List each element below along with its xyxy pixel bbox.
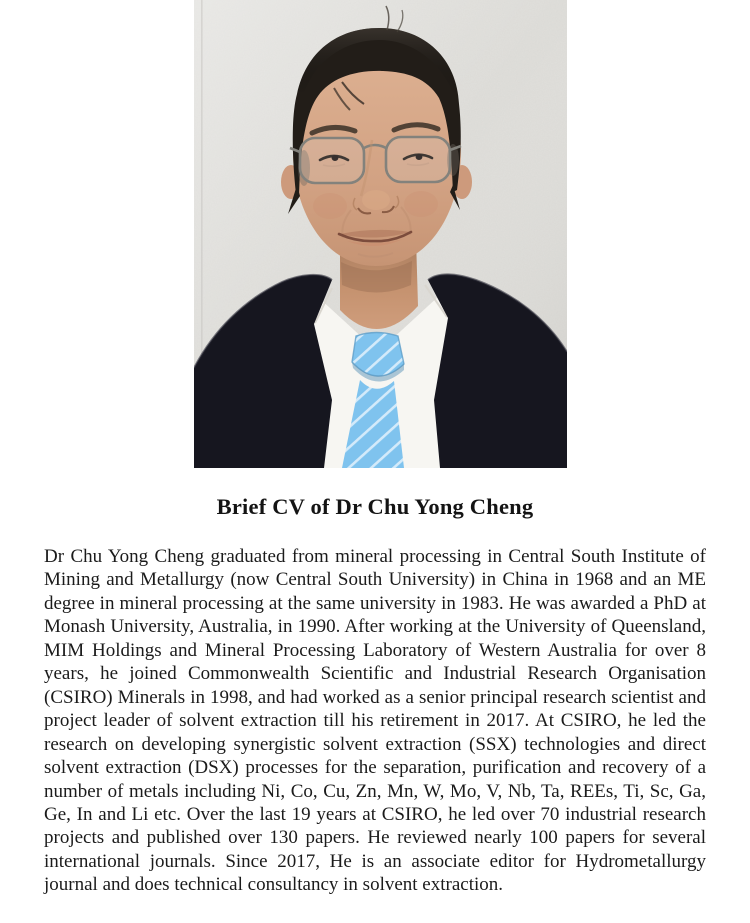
- bio-line: number of metals including Ni, Co, Cu, Zn, Mn, W, Mo, V, Nb, Ta, REEs, Ti, Sc, Ga,: [44, 780, 706, 802]
- bio-line: projects and published over 130 papers. He reviewed nearly 100 papers for several: [44, 827, 706, 849]
- bio-line: Mining and Metallurgy (now Central South University) in China in 1968 and an ME: [44, 569, 706, 591]
- bio-line: degree in mineral processing at the same university in 1983. He was awarded a PhD at: [44, 592, 706, 614]
- bio-line: MIM Holdings and Mineral Processing Laboratory of Western Australia for over 8: [44, 639, 706, 661]
- bio-line: Dr Chu Yong Cheng graduated from mineral processing in Central South Institute of: [44, 546, 706, 567]
- portrait-photo: [194, 0, 567, 468]
- bio-line: years, he joined Commonwealth Scientific and Industrial Research Organisation: [44, 663, 706, 685]
- bio-paragraph: [44, 545, 706, 897]
- bio-line: project leader of solvent extraction till his retirement in 2017. At CSIRO, he led the: [44, 710, 706, 732]
- bio-line: international journals. Since 2017, He is an associate editor for Hydrometallurgy: [44, 850, 706, 872]
- bio-line: solvent extraction (DSX) processes for the separation, purification and recovery of a: [44, 757, 706, 779]
- page-title: Brief CV of Dr Chu Yong Cheng: [216, 494, 534, 519]
- portrait-photo-image: [194, 0, 567, 468]
- bio-line: Ge, In and Li etc. Over the last 19 years at CSIRO, he led over 70 industrial research: [44, 803, 706, 825]
- bio-line: (CSIRO) Minerals in 1998, and had worked as a senior principal research scientist and: [44, 686, 706, 708]
- bio-line: research on developing synergistic solvent extraction (SSX) technologies and direct: [44, 733, 706, 755]
- bio-line: journal and does technical consultancy in solvent extraction.: [44, 874, 504, 896]
- bio-line: Monash University, Australia, in 1990. After working at the University of Queensland,: [44, 616, 706, 638]
